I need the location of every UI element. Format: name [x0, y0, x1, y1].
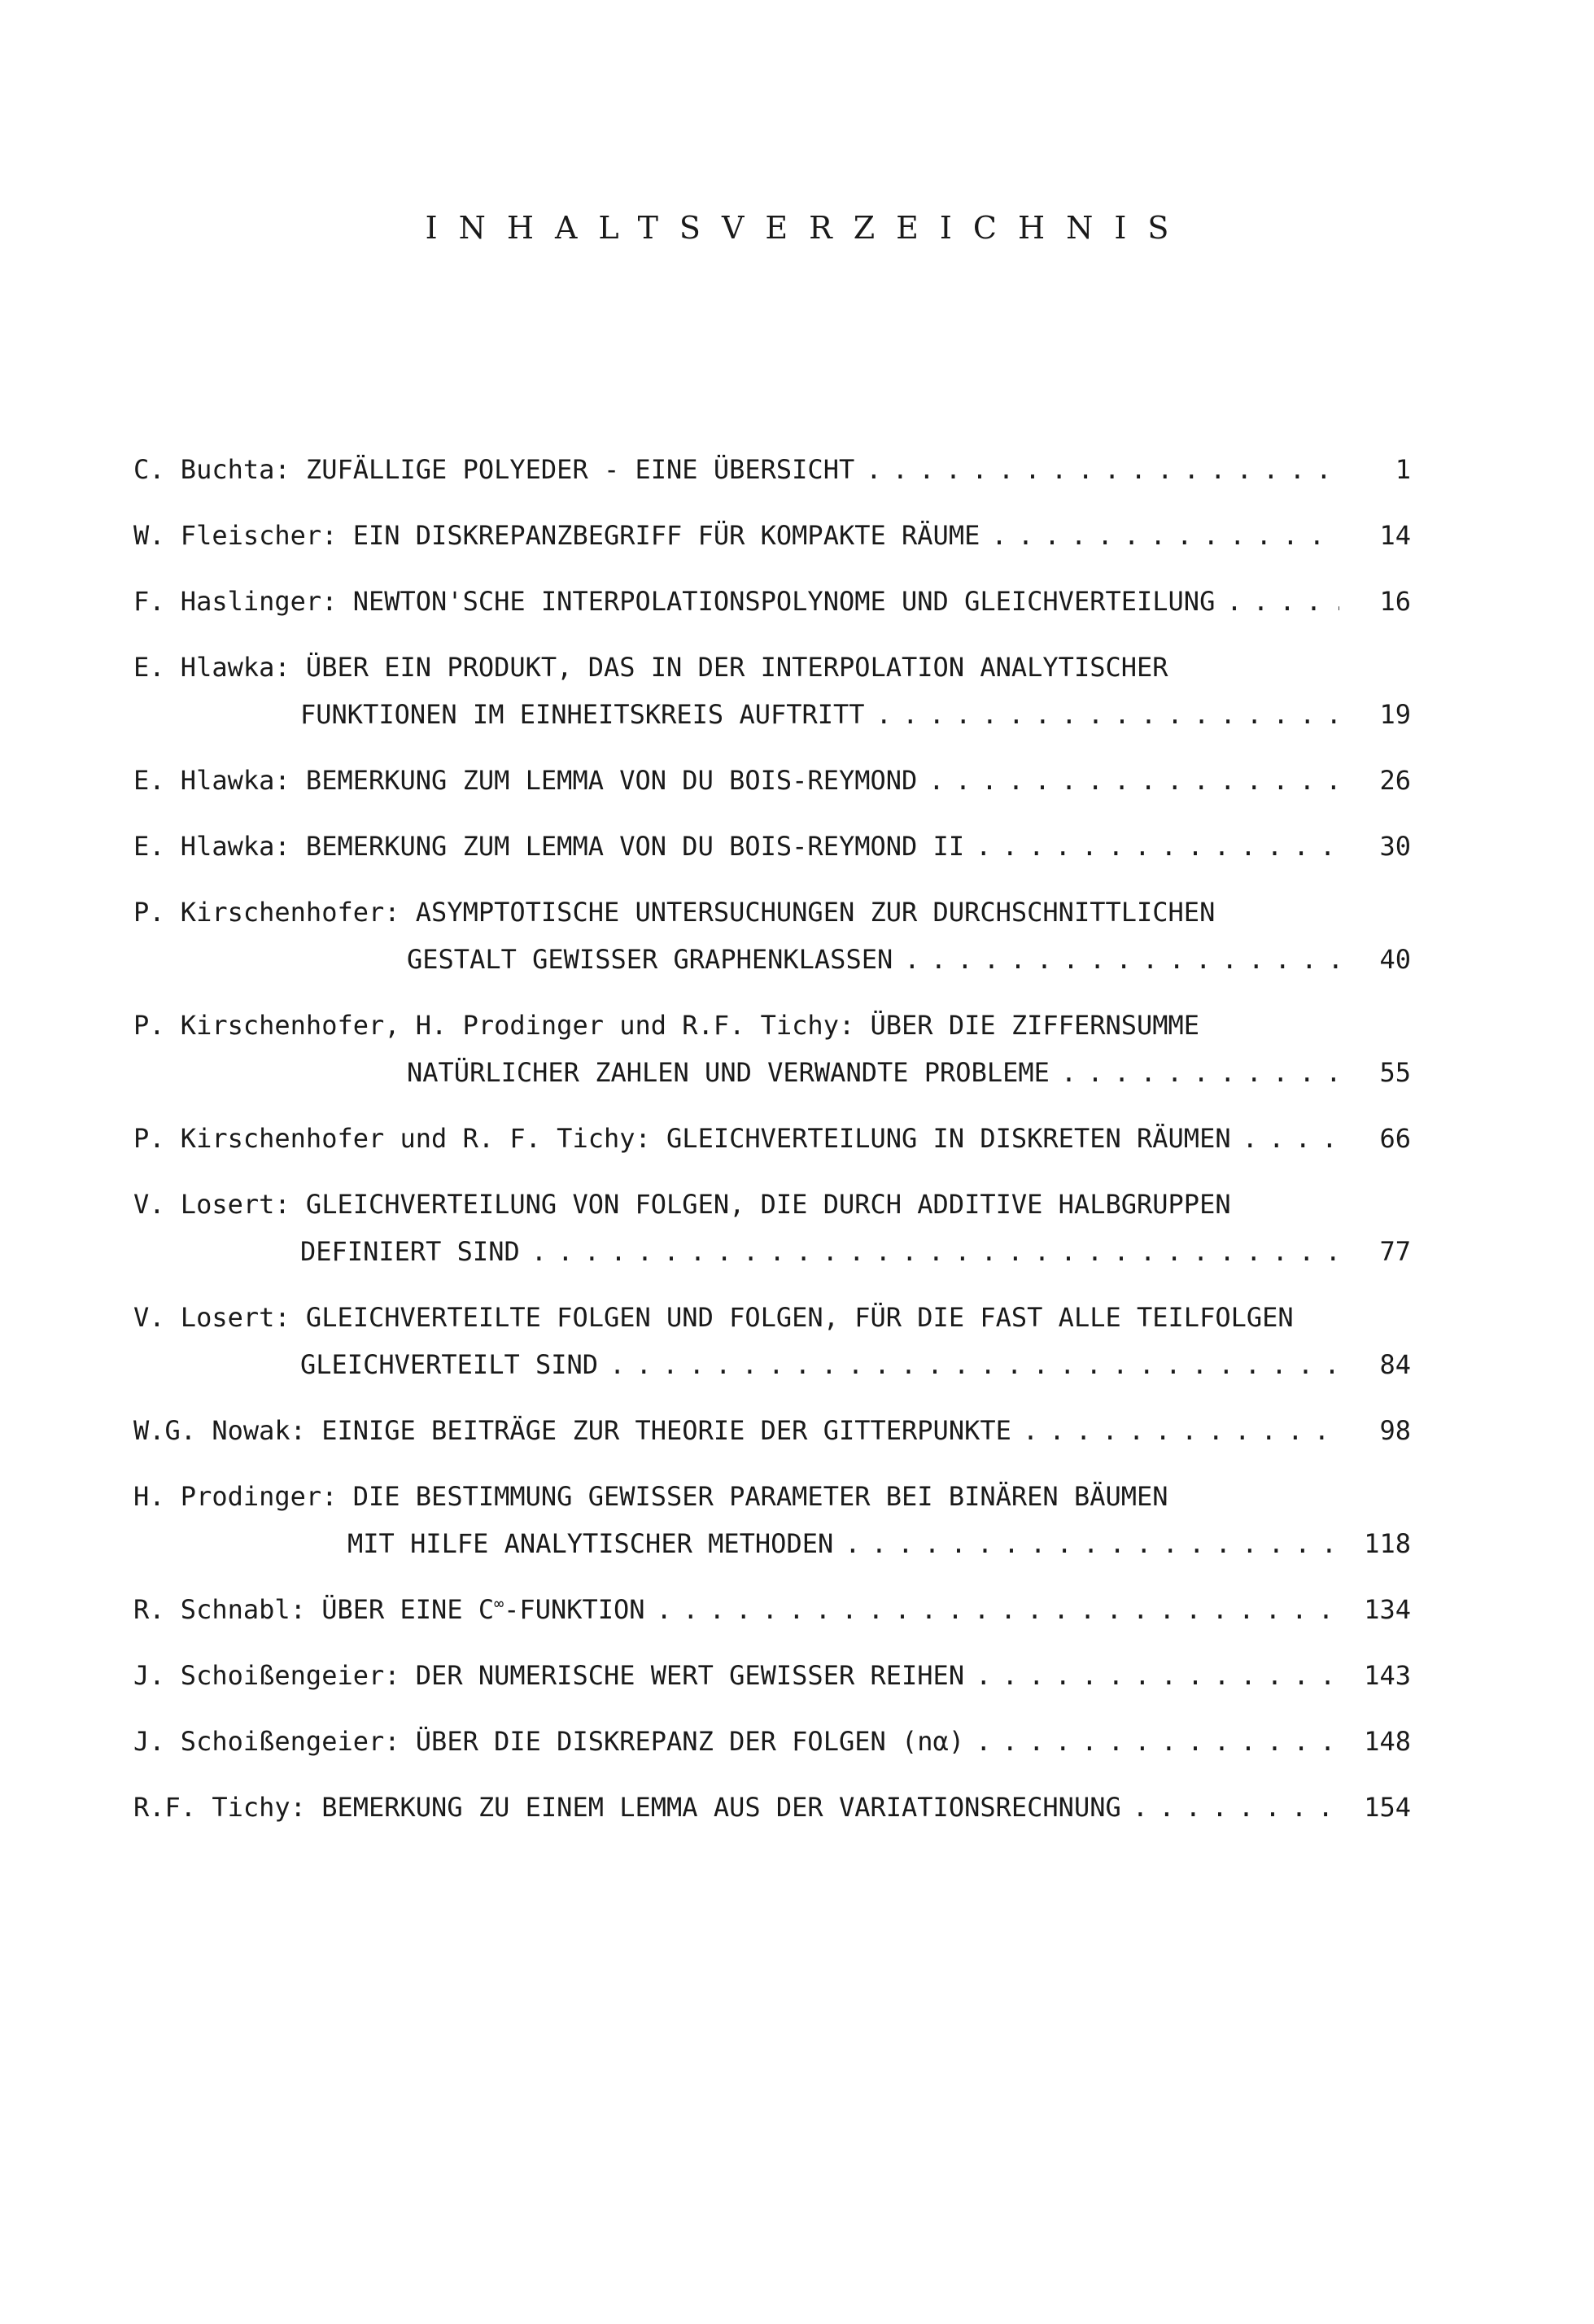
toc-title: GLEICHVERTEILT SIND	[300, 1349, 599, 1380]
toc-title: ÜBER DIE DISKREPANZ DER FOLGEN (nα)	[415, 1726, 965, 1757]
toc-entry	[133, 512, 1411, 559]
dot-leader	[866, 446, 1339, 493]
dot-leader	[657, 1586, 1339, 1633]
toc-line	[133, 1294, 1411, 1341]
toc-line-continued	[133, 691, 1411, 738]
toc-line	[133, 578, 1411, 625]
toc-entry	[133, 757, 1411, 804]
toc-entry	[133, 889, 1411, 983]
toc-author: W. Fleischer:	[133, 520, 353, 551]
dot-leader	[531, 1228, 1339, 1275]
toc-line	[133, 1115, 1411, 1162]
toc-title: BEMERKUNG ZUM LEMMA VON DU BOIS-REYMOND	[305, 765, 918, 796]
toc-entry	[133, 446, 1411, 493]
toc-entry	[133, 1652, 1411, 1699]
toc-title: ÜBER EIN PRODUKT, DAS IN DER INTERPOLATION ANALYTISCHER	[305, 652, 1168, 683]
toc-title: ASYMPTOTISCHE UNTERSUCHUNGEN ZUR DURCHSCHNITTLICHEN	[415, 897, 1216, 928]
toc-line	[133, 446, 1411, 493]
toc-author: P. Kirschenhofer:	[133, 897, 416, 928]
toc-author: R. Schnabl:	[133, 1594, 322, 1625]
dot-leader	[991, 512, 1339, 559]
toc-author: C. Buchta:	[133, 454, 306, 485]
toc-author: J. Schoißengeier:	[133, 1726, 416, 1757]
toc-title	[321, 1586, 644, 1633]
page-title: INHALTSVERZEICHNIS	[425, 210, 1190, 246]
toc-entry	[133, 1718, 1411, 1765]
toc-page-number: 66	[1379, 1123, 1411, 1154]
dot-leader	[876, 691, 1339, 738]
toc-entry	[133, 1407, 1411, 1454]
toc-entry	[133, 1115, 1411, 1162]
toc-author: F. Haslinger:	[133, 586, 353, 617]
dot-leader	[976, 1718, 1339, 1765]
toc-title: NATÜRLICHER ZAHLEN UND VERWANDTE PROBLEME	[407, 1057, 1050, 1088]
toc-page-number: 30	[1379, 831, 1411, 862]
toc-page-number: 1	[1395, 454, 1411, 485]
toc-line	[133, 1784, 1411, 1831]
toc-title: ZUFÄLLIGE POLYEDER - EINE ÜBERSICHT	[305, 454, 855, 485]
toc-title: EIN DISKREPANZBEGRIFF FÜR KOMPAKTE RÄUME	[352, 520, 980, 551]
toc-entry	[133, 1181, 1411, 1275]
dot-leader	[845, 1520, 1339, 1567]
dot-leader	[1023, 1407, 1339, 1454]
toc-entry	[133, 1473, 1411, 1567]
toc-author: V. Losert:	[133, 1189, 306, 1220]
toc-page-number: 134	[1364, 1594, 1411, 1625]
toc-line	[133, 512, 1411, 559]
toc-line-continued	[133, 1520, 1411, 1567]
dot-leader	[1061, 1049, 1339, 1096]
table-of-contents	[133, 446, 1411, 1850]
toc-line	[133, 644, 1411, 691]
toc-line-continued	[133, 1341, 1411, 1388]
dot-leader	[976, 1652, 1339, 1699]
toc-author: E. Hlawka:	[133, 765, 306, 796]
toc-title: BEMERKUNG ZU EINEM LEMMA AUS DER VARIATIONSRECHNUNG	[321, 1792, 1121, 1823]
toc-title: GESTALT GEWISSER GRAPHENKLASSEN	[407, 944, 893, 975]
toc-line-continued	[133, 1049, 1411, 1096]
toc-page-number: 118	[1364, 1528, 1411, 1559]
toc-line	[133, 1586, 1411, 1633]
toc-author: V. Losert:	[133, 1302, 306, 1333]
toc-line	[133, 1407, 1411, 1454]
toc-page-number: 77	[1379, 1236, 1411, 1267]
toc-line-continued	[133, 1228, 1411, 1275]
toc-author: H. Prodinger:	[133, 1481, 353, 1512]
dot-leader	[904, 936, 1339, 983]
toc-title: DIE BESTIMMUNG GEWISSER PARAMETER BEI BINÄREN BÄUMEN	[352, 1481, 1168, 1512]
toc-title: DER NUMERISCHE WERT GEWISSER REIHEN	[415, 1660, 965, 1691]
toc-title: NEWTON'SCHE INTERPOLATIONSPOLYNOME UND GLEICHVERTEILUNG	[352, 586, 1216, 617]
toc-entry	[133, 823, 1411, 870]
toc-page-number: 98	[1379, 1415, 1411, 1446]
dot-leader	[976, 823, 1339, 870]
toc-title: EINIGE BEITRÄGE ZUR THEORIE DER GITTERPUNKTE	[321, 1415, 1011, 1446]
toc-author: W.G. Nowak:	[133, 1415, 322, 1446]
toc-entry	[133, 1784, 1411, 1831]
toc-author: P. Kirschenhofer, H. Prodinger und R.F. Tichy:	[133, 1010, 871, 1041]
toc-title: MIT HILFE ANALYTISCHER METHODEN	[347, 1528, 834, 1559]
toc-line-continued	[133, 936, 1411, 983]
toc-page-number: 84	[1379, 1349, 1411, 1380]
toc-line	[133, 1181, 1411, 1228]
dot-leader	[1133, 1784, 1339, 1831]
toc-page-number: 148	[1364, 1726, 1411, 1757]
toc-page-number: 154	[1364, 1792, 1411, 1823]
toc-page-number: 40	[1379, 944, 1411, 975]
toc-entry	[133, 578, 1411, 625]
toc-page-number: 55	[1379, 1057, 1411, 1088]
toc-title-part: -FUNKTION	[504, 1594, 645, 1625]
toc-author: R.F. Tichy:	[133, 1792, 322, 1823]
toc-page-number: 26	[1379, 765, 1411, 796]
toc-line	[133, 1718, 1411, 1765]
infinity-superscript: ∞	[494, 1593, 504, 1614]
toc-title: GLEICHVERTEILTE FOLGEN UND FOLGEN, FÜR DIE FAST ALLE TEILFOLGEN	[305, 1302, 1294, 1333]
toc-page-number: 19	[1379, 699, 1411, 730]
toc-title-part: ÜBER EINE C	[321, 1594, 495, 1625]
toc-line	[133, 757, 1411, 804]
toc-entry	[133, 1002, 1411, 1096]
toc-entry	[133, 644, 1411, 738]
toc-page-number: 143	[1364, 1660, 1411, 1691]
toc-author: E. Hlawka:	[133, 652, 306, 683]
toc-author: J. Schoißengeier:	[133, 1660, 416, 1691]
dot-leader	[1226, 578, 1339, 625]
toc-line	[133, 889, 1411, 936]
toc-entry	[133, 1294, 1411, 1388]
toc-title: FUNKTIONEN IM EINHEITSKREIS AUFTRITT	[300, 699, 865, 730]
toc-title: DEFINIERT SIND	[300, 1236, 520, 1267]
toc-author: P. Kirschenhofer und R. F. Tichy:	[133, 1123, 667, 1154]
toc-page-number: 16	[1379, 586, 1411, 617]
dot-leader	[928, 757, 1339, 804]
toc-entry	[133, 1586, 1411, 1633]
toc-page-number: 14	[1379, 520, 1411, 551]
toc-line	[133, 1652, 1411, 1699]
toc-title: GLEICHVERTEILUNG IN DISKRETEN RÄUMEN	[666, 1123, 1231, 1154]
toc-title: GLEICHVERTEILUNG VON FOLGEN, DIE DURCH ADDITIVE HALBGRUPPEN	[305, 1189, 1231, 1220]
toc-line	[133, 1473, 1411, 1520]
toc-title: ÜBER DIE ZIFFERNSUMME	[870, 1010, 1200, 1041]
dot-leader	[609, 1341, 1339, 1388]
dot-leader	[1242, 1115, 1339, 1162]
toc-author: E. Hlawka:	[133, 831, 306, 862]
toc-title: BEMERKUNG ZUM LEMMA VON DU BOIS-REYMOND II	[305, 831, 965, 862]
toc-line	[133, 1002, 1411, 1049]
toc-line	[133, 823, 1411, 870]
